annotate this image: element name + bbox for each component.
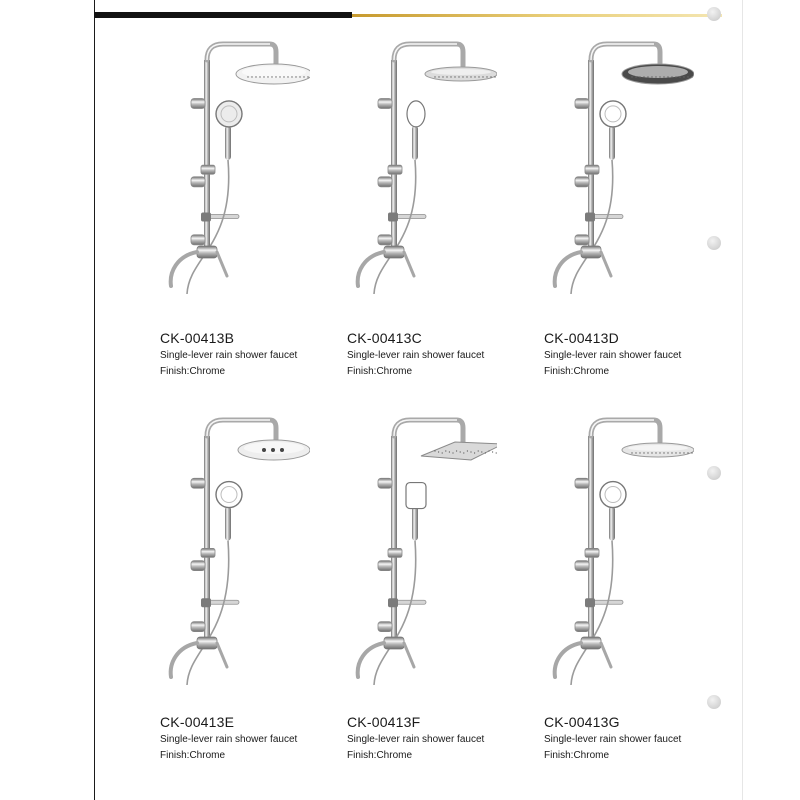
product-info [544, 330, 681, 378]
product-description: Single-lever rain shower faucet [347, 734, 485, 745]
nozzle-dot [445, 450, 446, 451]
product-description: Single-lever rain shower faucet [347, 350, 485, 361]
nozzle-dot [280, 448, 284, 452]
nozzle-dot [467, 450, 468, 451]
soap-dish-clamp [585, 213, 595, 222]
nozzle-dot [496, 452, 497, 453]
shower-illustration [544, 26, 694, 316]
nozzle-dot [450, 76, 451, 77]
nozzle-dot [262, 448, 266, 452]
wall-bracket [191, 99, 205, 109]
nozzle-dot [279, 76, 280, 77]
product-description: Single-lever rain shower faucet [544, 350, 682, 361]
nozzle-dot [307, 76, 308, 77]
nozzle-dot [478, 76, 479, 77]
nozzle-dot [267, 76, 268, 77]
nozzle-dot [675, 452, 676, 453]
nozzle-dot [287, 76, 288, 77]
shower-illustration [347, 402, 497, 707]
product-finish: Finish:Chrome [544, 366, 610, 377]
arm-pipe [394, 44, 463, 66]
slide-holder [388, 548, 402, 557]
nozzle-dot [434, 450, 435, 451]
nozzle-dot [485, 452, 486, 453]
nozzle-dot [271, 448, 275, 452]
wall-bracket [378, 622, 392, 632]
slide-holder [585, 165, 599, 174]
nozzle-dot [635, 76, 636, 77]
wall-bracket [191, 478, 205, 488]
mixer-lever [217, 252, 227, 276]
nozzle-dot [478, 450, 479, 451]
product-description: Single-lever rain shower faucet [160, 350, 298, 361]
nozzle-dot [259, 76, 260, 77]
nozzle-dot [683, 76, 684, 77]
wall-bracket [575, 99, 589, 109]
hand-shower-head [407, 101, 425, 127]
hand-shower-head [216, 482, 242, 508]
mixer-body [581, 246, 601, 258]
nozzle-dot [687, 452, 688, 453]
arm-pipe [394, 420, 463, 442]
shower-head-face [431, 69, 491, 75]
mixer-spout [358, 643, 384, 677]
nozzle-dot [474, 452, 475, 453]
nozzle-dot [299, 76, 300, 77]
mixer-spout [171, 643, 197, 677]
nozzle-dot [679, 452, 680, 453]
nozzle-dot [667, 76, 668, 77]
wall-bracket [575, 622, 589, 632]
nozzle-dot [470, 451, 471, 452]
product-card [544, 26, 724, 386]
nozzle-dot [647, 76, 648, 77]
nozzle-dot [651, 452, 652, 453]
nozzle-dot [631, 452, 632, 453]
shower-illustration [347, 26, 497, 316]
mixer-lever [601, 252, 611, 276]
nozzle-dot [255, 76, 256, 77]
product-code: CK-00413C [347, 330, 422, 346]
slide-holder [388, 165, 402, 174]
product-code: CK-00413D [544, 330, 619, 346]
product-code: CK-00413G [544, 714, 620, 730]
product-finish: Finish:Chrome [160, 366, 226, 377]
nozzle-dot [456, 450, 457, 451]
arm-pipe [591, 44, 660, 66]
nozzle-dot [482, 76, 483, 77]
mixer-lever [601, 643, 611, 667]
wall-bracket [378, 177, 392, 187]
header-bar-dark [94, 12, 352, 18]
wall-bracket [378, 99, 392, 109]
hand-shower-handle [225, 126, 231, 160]
mixer-spout [555, 643, 581, 677]
nozzle-dot [655, 76, 656, 77]
nozzle-dot [663, 76, 664, 77]
product-code: CK-00413F [347, 714, 421, 730]
binder-hole [707, 7, 721, 21]
slide-holder [201, 165, 215, 174]
soap-dish-clamp [201, 598, 211, 607]
product-description: Single-lever rain shower faucet [160, 734, 298, 745]
product-info [347, 330, 484, 378]
wall-bracket [575, 478, 589, 488]
arm-pipe [207, 420, 276, 442]
nozzle-dot [675, 76, 676, 77]
nozzle-dot [263, 76, 264, 77]
hand-shower-head [600, 101, 626, 127]
product-card [160, 26, 340, 386]
nozzle-dot [271, 76, 272, 77]
nozzle-dot [462, 76, 463, 77]
nozzle-dot [635, 452, 636, 453]
nozzle-dot [442, 452, 443, 453]
nozzle-dot [679, 76, 680, 77]
hand-shower-handle [609, 507, 615, 541]
hand-shower-handle [225, 507, 231, 541]
nozzle-dot [488, 450, 489, 451]
mixer-body [384, 637, 404, 649]
product-finish: Finish:Chrome [347, 366, 413, 377]
nozzle-dot [458, 76, 459, 77]
wall-bracket [191, 177, 205, 187]
nozzle-dot [643, 76, 644, 77]
nozzle-dot [659, 76, 660, 77]
shower-head-face [628, 66, 688, 78]
nozzle-dot [466, 76, 467, 77]
nozzle-dot [494, 76, 495, 77]
product-code: CK-00413B [160, 330, 235, 346]
mixer-lever [404, 252, 414, 276]
wall-bracket [378, 561, 392, 571]
hand-shower-handle [412, 126, 418, 160]
shower-illustration [160, 402, 310, 707]
nozzle-dot [481, 451, 482, 452]
nozzle-dot [643, 452, 644, 453]
wall-bracket [191, 235, 205, 245]
product-finish: Finish:Chrome [347, 750, 413, 761]
nozzle-dot [671, 452, 672, 453]
nozzle-dot [247, 76, 248, 77]
soap-dish-clamp [388, 598, 398, 607]
nozzle-dot [442, 76, 443, 77]
nozzle-dot [667, 452, 668, 453]
mixer-body [197, 246, 217, 258]
wall-bracket [575, 177, 589, 187]
hand-shower-handle [609, 126, 615, 160]
nozzle-dot [691, 452, 692, 453]
nozzle-dot [687, 76, 688, 77]
soap-dish-clamp [201, 213, 211, 222]
slide-holder [585, 548, 599, 557]
wall-bracket [378, 235, 392, 245]
nozzle-dot [492, 451, 493, 452]
product-finish: Finish:Chrome [544, 750, 610, 761]
nozzle-dot [303, 76, 304, 77]
nozzle-dot [651, 76, 652, 77]
nozzle-dot [683, 452, 684, 453]
nozzle-dot [438, 451, 439, 452]
product-finish: Finish:Chrome [160, 750, 226, 761]
product-code: CK-00413E [160, 714, 235, 730]
nozzle-dot [460, 451, 461, 452]
mixer-spout [358, 252, 384, 286]
nozzle-dot [639, 76, 640, 77]
hand-shower-head [600, 482, 626, 508]
nozzle-dot [639, 452, 640, 453]
product-card [544, 402, 724, 772]
nozzle-dot [659, 452, 660, 453]
nozzle-dot [251, 76, 252, 77]
mixer-spout [555, 252, 581, 286]
shower-head [421, 442, 497, 460]
hand-shower-handle [412, 507, 418, 541]
nozzle-dot [486, 76, 487, 77]
wall-bracket [378, 478, 392, 488]
slide-holder [201, 548, 215, 557]
mixer-lever [217, 643, 227, 667]
shower-illustration [544, 402, 694, 707]
nozzle-dot [291, 76, 292, 77]
product-card [160, 402, 340, 772]
nozzle-dot [463, 452, 464, 453]
wall-bracket [191, 622, 205, 632]
nozzle-dot [671, 76, 672, 77]
product-description: Single-lever rain shower faucet [544, 734, 682, 745]
product-info [347, 714, 484, 762]
header-bar-gold [352, 14, 722, 17]
wall-bracket [575, 235, 589, 245]
nozzle-dot [295, 76, 296, 77]
shower-head-face [242, 66, 306, 78]
hand-shower-head [216, 101, 242, 127]
product-card [347, 26, 527, 386]
mixer-spout [171, 252, 197, 286]
nozzle-dot [631, 76, 632, 77]
arm-pipe [591, 420, 660, 442]
product-info [160, 330, 297, 378]
soap-dish-clamp [585, 598, 595, 607]
mixer-body [581, 637, 601, 649]
mixer-body [384, 246, 404, 258]
product-info [544, 714, 681, 762]
nozzle-dot [275, 76, 276, 77]
nozzle-dot [446, 76, 447, 77]
product-card [347, 402, 527, 772]
shower-illustration [160, 26, 310, 316]
arm-pipe [207, 44, 276, 66]
hand-shower-head [406, 483, 426, 509]
nozzle-dot [283, 76, 284, 77]
wall-bracket [191, 561, 205, 571]
mixer-body [197, 637, 217, 649]
nozzle-dot [454, 76, 455, 77]
wall-bracket [575, 561, 589, 571]
nozzle-dot [490, 76, 491, 77]
nozzle-dot [470, 76, 471, 77]
page-right-border [742, 0, 743, 800]
mixer-lever [404, 643, 414, 667]
nozzle-dot [691, 76, 692, 77]
soap-dish-clamp [388, 213, 398, 222]
nozzle-dot [434, 76, 435, 77]
nozzle-dot [655, 452, 656, 453]
page-left-border [94, 0, 95, 800]
product-info [160, 714, 297, 762]
nozzle-dot [663, 452, 664, 453]
nozzle-dot [474, 76, 475, 77]
nozzle-dot [438, 76, 439, 77]
nozzle-dot [647, 452, 648, 453]
shower-head-face [244, 442, 304, 454]
shower-head-face [628, 445, 688, 451]
nozzle-dot [452, 452, 453, 453]
nozzle-dot [449, 451, 450, 452]
